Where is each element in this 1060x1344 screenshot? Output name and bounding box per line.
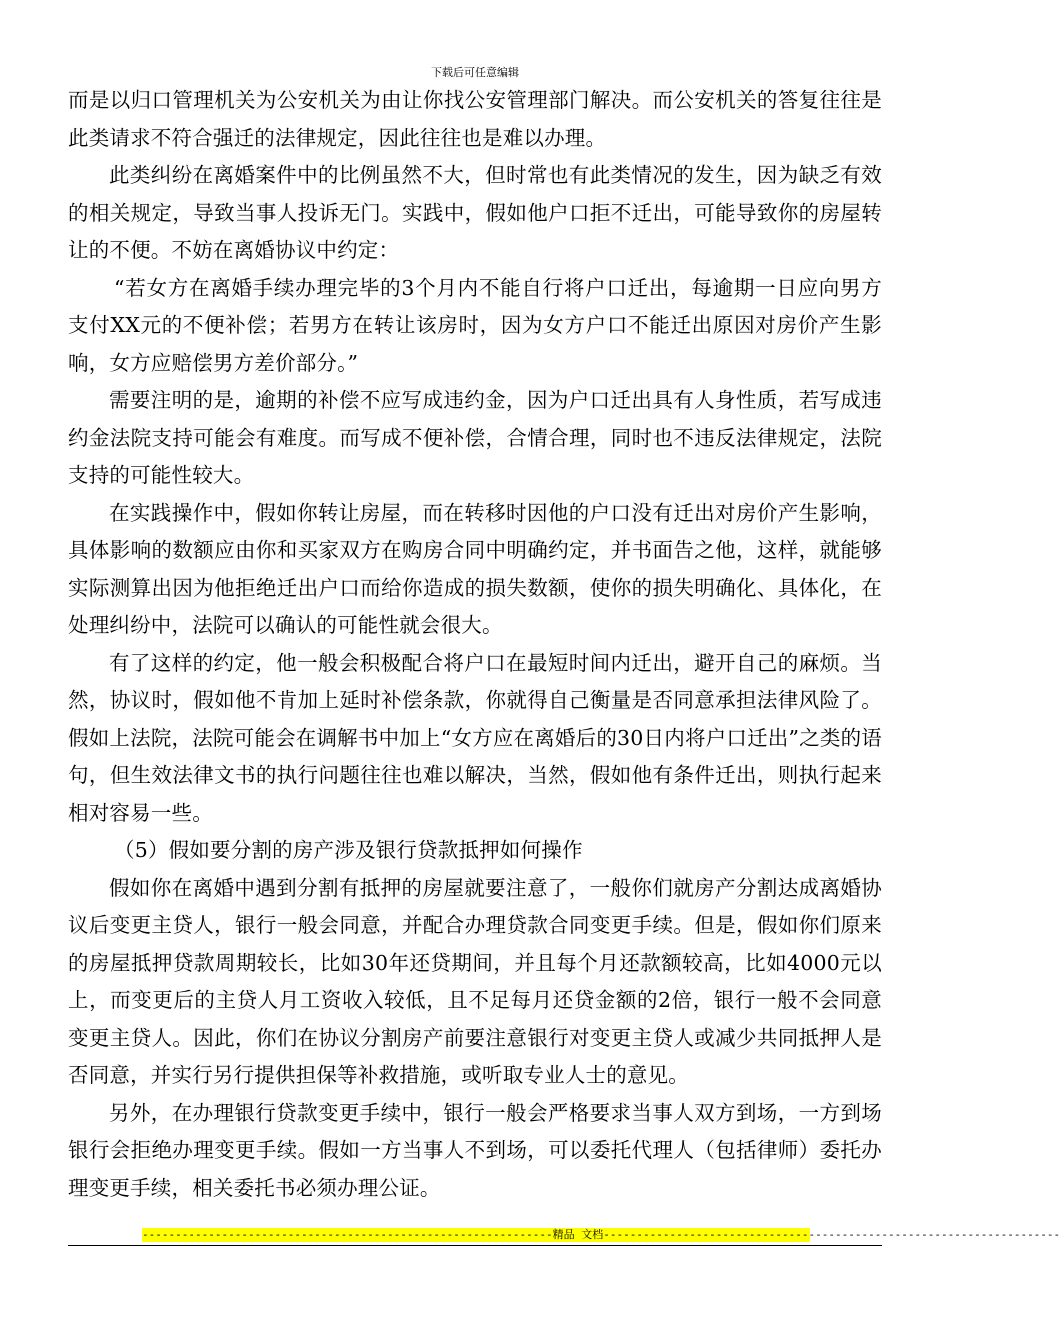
document-body [68,82,882,1207]
paragraph-4: 需要注明的是，逾期的补偿不应写成违约金，因为户口迁出具有人身性质，若写成违约金法院支持可能会有难度。而写成不便补偿，合情合理，同时也不违反法律规定，法院支持的可能性较大。 [68,388,882,487]
section-heading: （5）假如要分割的房产涉及银行贷款抵押如何操作 [114,838,583,862]
paragraph-8: 假如你在离婚中遇到分割有抵押的房屋就要注意了，一般你们就房产分割达成离婚协议后变更主贷人，银行一般会同意，并配合办理贷款合同变更手续。但是，假如你们原来的房屋抵押贷款周期较长，比如30年还贷期间，并且每个月还款额较高，比如4000元以上，而变更后的主贷人月工资收入较低，且不足每月还贷金额的2倍，银行一般不会同意变更主贷人。因此，你们在协议分割房产前要注意银行对变更主贷人或减少共同抵押人是否同意，并实行另行提供担保等补救措施，或听取专业人士的意见。 [68,875,882,1087]
paragraph-9: 另外，在办理银行贷款变更手续中，银行一般会严格要求当事人双方到场，一方到场银行会拒绝办理变更手续。假如一方当事人不到场，可以委托代理人（包括律师）委托办理变更手续，相关委托书必须办理公证。 [68,1100,882,1200]
footer-divider [68,1245,882,1246]
paragraph-2: 此类纠纷在离婚案件中的比例虽然不大，但时常也有此类情况的发生，因为缺乏有效的相关规定，导致当事人投诉无门。实践中，假如他户口拒不迁出，可能导致你的房屋转让的不便。不妨在离婚协议中约定： [68,163,882,262]
paragraph-quote: “若女方在离婚手续办理完毕的3个月内不能自行将户口迁出，每逾期一日应向男方支付XX元的不便补偿；若男方在转让该房时，因为女方户口不能迁出原因对房价产生影响，女方应赔偿男方差价部分。” [68,275,882,375]
paragraph-1: 而是以归口管理机关为公安机关为由让你找公安管理部门解决。而公安机关的答复往往是此类请求不符合强迁的法律规定，因此往往也是难以办理。 [68,88,882,150]
paragraph-6: 有了这样的约定，他一般会积极配合将户口在最短时间内迁出，避开自己的麻烦。当然，协议时，假如他不肯加上延时补偿条款，你就得自己衡量是否同意承担法律风险了。假如上法院，法院可能会在调解书中加上“女方应在离婚后的30日内将户口迁出”之类的语句，但生效法律文书的执行问题往往也难以解决，当然，假如他有条件迁出，则执行起来相对容易一些。 [68,650,882,825]
footer-highlight-band: --------------------------------------------------------------精品 文档--------------------------------------------------------------------- [142,1228,1060,1241]
header-note: 下载后可任意编辑 [431,66,519,79]
paragraph-5: 在实践操作中，假如你转让房屋，而在转移时因他的户口没有迁出对房价产生影响，具体影响的数额应由你和买家双方在购房合同中明确约定，并书面告之他，这样，就能够实际测算出因为他拒绝迁出户口而给你造成的损失数额，使你的损失明确化、具体化，在处理纠纷中，法院可以确认的可能性就会很大。 [68,500,882,637]
